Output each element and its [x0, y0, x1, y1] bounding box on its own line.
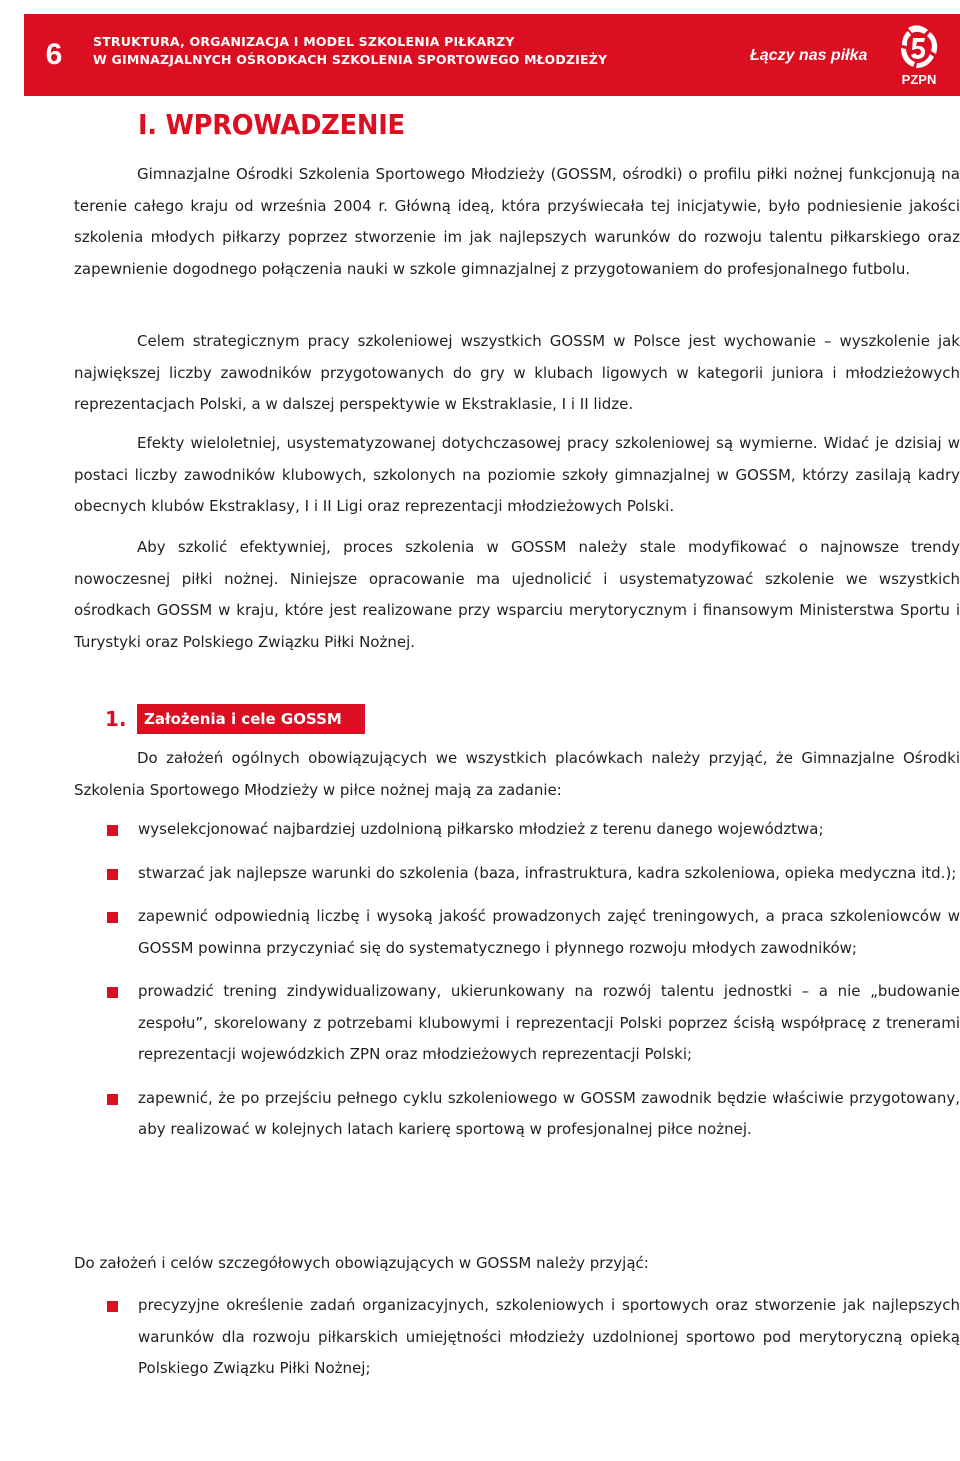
square-bullet-icon	[107, 869, 118, 880]
subsection-number: 1.	[105, 707, 127, 731]
list-item: zapewnić, że po przejściu pełnego cyklu szkoleniowego w GOSSM zawodnik będzie właściwie przygotowany, aby realizować w kolejnych latach karierę sportową w profesjonalnej piłce nożnej.	[107, 1083, 960, 1146]
subsection-title: Założenia i cele GOSSM	[137, 704, 365, 734]
list-item: wyselekcjonować najbardziej uzdolnioną piłkarsko młodzież z terenu danego województwa;	[107, 814, 960, 846]
square-bullet-icon	[107, 1301, 118, 1312]
section-title: I. WPROWADZENIE	[138, 108, 405, 141]
svg-text:PZPN: PZPN	[901, 72, 937, 87]
square-bullet-icon	[107, 912, 118, 923]
detail-goals-list	[107, 1290, 960, 1385]
header-title-line2: W GIMNAZJALNYCH OŚRODKACH SZKOLENIA SPORTOWEGO MŁODZIEŻY	[93, 52, 608, 67]
list-item: zapewnić odpowiednią liczbę i wysoką jakość prowadzonych zajęć treningowych, a praca szkoleniowców w GOSSM powinna przyczyniać się do systematycznego i płynnego rozwoju młodych zawodników;	[107, 901, 960, 964]
square-bullet-icon	[107, 987, 118, 998]
square-bullet-icon	[107, 1094, 118, 1105]
pzpn-logo-icon	[896, 24, 942, 90]
list-item: prowadzić trening zindywidualizowany, ukierunkowany na rozwój talentu jednostki – a nie „budowanie zespołu”, skorelowany z potrzebami klubowymi i reprezentacji Polski poprzez ścisłą współpracę z trenerami reprezentacji wojewódzkich ZPN oraz młodzieżowych reprezentacji Polski;	[107, 976, 960, 1071]
page-number: 6	[45, 38, 63, 71]
subsection-intro: Do założeń ogólnych obowiązujących we wszystkich placówkach należy przyjąć, że Gimnazjalne Ośrodki Szkolenia Sportowego Młodzieży w piłce nożnej mają za zadanie:	[74, 749, 960, 799]
list-item: precyzyjne określenie zadań organizacyjnych, szkoleniowych i sportowych oraz stworzenie jak najlepszych warunków dla rozwoju piłkarskich umiejętności młodzieży uzdolnionej sportowo pod merytoryczną opieką Polskiego Związku Piłki Nożnej;	[107, 1290, 960, 1385]
page-header	[24, 14, 960, 96]
intro-paragraph-3: Efekty wieloletniej, usystematyzowanej dotychczasowej pracy szkoleniowej są wymierne. Widać je dzisiaj w postaci liczby zawodników klubowych, szkolonych na poziomie szkoły gimnazjalnej w GOSSM, którzy zasilają kadry obecnych klubów Ekstraklasy, I i II Ligi oraz reprezentacji młodzieżowych Polski.	[74, 434, 960, 515]
detail-intro: Do założeń i celów szczegółowych obowiązujących w GOSSM należy przyjąć:	[74, 1254, 649, 1272]
intro-paragraph-1: Gimnazjalne Ośrodki Szkolenia Sportowego Młodzieży (GOSSM, ośrodki) o profilu piłki nożnej funkcjonują na terenie całego kraju od września 2004 r. Główną ideą, która przyświecała tej inicjatywie, było podniesienie jakości szkolenia młodych piłkarzy poprzez stworzenie im jak najlepszych warunków do rozwoju talentu piłkarskiego oraz zapewnienie dogodnego połączenia nauki w szkole gimnazjalnej z przygotowaniem do profesjonalnego futbolu.	[74, 165, 960, 278]
intro-paragraph-2: Celem strategicznym pracy szkoleniowej wszystkich GOSSM w Polsce jest wychowanie – wyszkolenie jak największej liczby zawodników przygotowanych do gry w klubach ligowych w kategorii juniora i młodzieżowych reprezentacjach Polski, a w dalszej perspektywie w Ekstraklasie, I i II lidze.	[74, 332, 960, 413]
header-slogan: Łączy nas piłka	[750, 47, 868, 64]
square-bullet-icon	[107, 825, 118, 836]
intro-paragraph-4: Aby szkolić efektywniej, proces szkolenia w GOSSM należy stale modyfikować o najnowsze trendy nowoczesnej piłki nożnej. Niniejsze opracowanie ma ujednolicić i usystematyzować szkolenie we wszystkich ośrodkach GOSSM w kraju, które jest realizowane przy wsparciu merytorycznym i finansowym Ministerstwa Sportu i Turystyki oraz Polskiego Związku Piłki Nożnej.	[74, 538, 960, 651]
goals-list	[107, 814, 960, 1146]
list-item: stwarzać jak najlepsze warunki do szkolenia (baza, infrastruktura, kadra szkoleniowa, opieka medyczna itd.);	[107, 858, 960, 890]
header-title	[93, 33, 607, 69]
header-title-line1: STRUKTURA, ORGANIZACJA I MODEL SZKOLENIA PIŁKARZY	[93, 34, 515, 49]
